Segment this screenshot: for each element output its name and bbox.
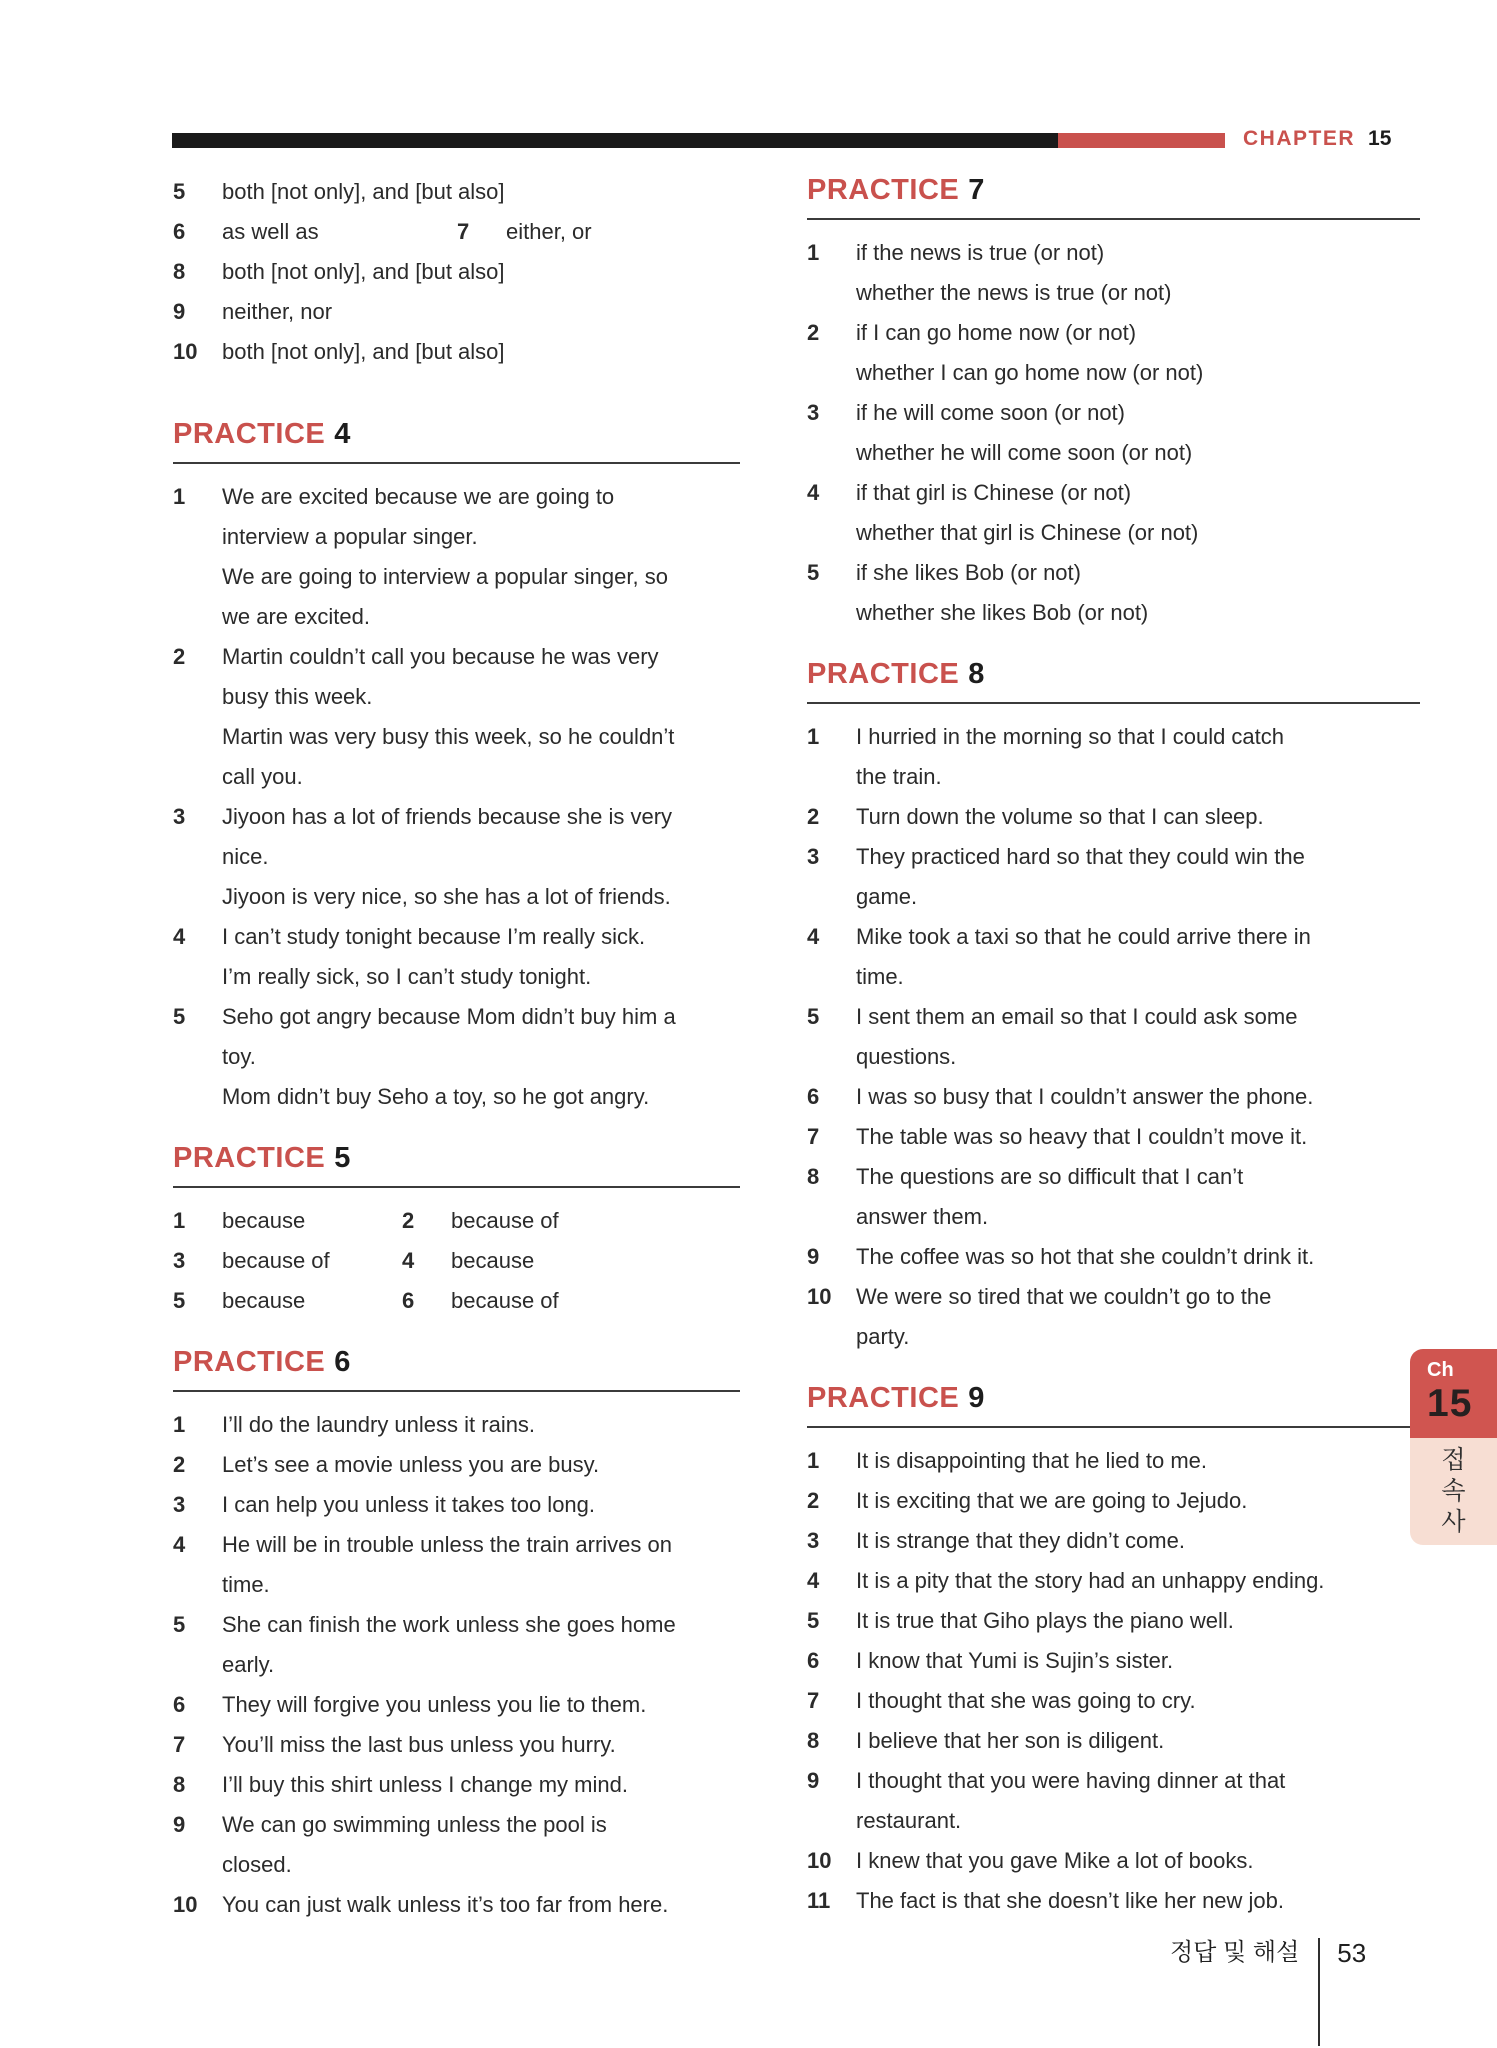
item-line: early. [222,1652,275,1677]
answers-continued-block [173,172,740,372]
item-lines [222,1405,740,1445]
item-number: 5 [173,1004,186,1029]
practice-title: PRACTICE [807,1382,960,1414]
answer-item [173,1765,740,1805]
item-line: You can just walk unless it’s too far from here. [222,1892,669,1917]
answer-item [807,393,1420,473]
answer-item [173,1885,740,1925]
item-line: party. [856,1324,910,1349]
item-number: 10 [173,1892,198,1917]
item-number: 3 [807,1528,820,1553]
item-number: 9 [807,1768,820,1793]
item-line: if that girl is Chinese (or not) [856,480,1132,505]
item-number: 2 [807,1488,820,1513]
answer-pair-item [173,332,505,372]
answer-item [807,553,1420,633]
item-lines [222,1685,740,1725]
item-line: You’ll miss the last bus unless you hurry. [222,1732,616,1757]
item-line: I’ll buy this shirt unless I change my mind. [222,1772,628,1797]
item-number: 3 [807,844,820,869]
item-number: 10 [807,1284,832,1309]
item-text: because [451,1248,535,1273]
item-number: 6 [807,1084,820,1109]
item-line: I’m really sick, so I can’t study tonight. [222,964,592,989]
item-lines [856,1881,1420,1921]
answer-item [807,1881,1420,1921]
item-lines [222,1485,740,1525]
item-lines [856,393,1420,473]
item-text: because of [451,1288,559,1313]
answer-pair-item [173,212,457,252]
practice-section [807,1382,1420,1921]
item-line: Jiyoon has a lot of friends because she is very [222,804,673,829]
header-rule-bar [172,133,1225,148]
practice-items [807,1428,1420,1921]
item-lines [856,1721,1420,1761]
item-line: interview a popular singer. [222,524,478,549]
item-number: 10 [173,339,198,364]
item-line: Jiyoon is very nice, so she has a lot of friends. [222,884,671,909]
item-line: restaurant. [856,1808,962,1833]
item-line: whether I can go home now (or not) [856,360,1204,385]
item-line: we are excited. [222,604,370,629]
item-lines [856,917,1420,997]
item-number: 7 [807,1124,820,1149]
item-number: 1 [173,484,186,509]
item-line: I’ll do the laundry unless it rains. [222,1412,536,1437]
item-lines [222,797,740,917]
item-line: It is exciting that we are going to Jejudo. [856,1488,1248,1513]
item-line: We are going to interview a popular singer, so [222,564,668,589]
item-text: because [222,1288,306,1313]
header-bar-black-segment [172,133,1058,148]
item-lines [222,477,740,637]
item-line: We are excited because we are going to [222,484,615,509]
item-line: questions. [856,1044,957,1069]
item-line: nice. [222,844,269,869]
item-number: 8 [173,1772,186,1797]
item-number: 3 [173,804,186,829]
item-line: I know that Yumi is Sujin’s sister. [856,1648,1174,1673]
item-line: whether the news is true (or not) [856,280,1172,305]
item-lines [222,1805,740,1885]
practice-title: PRACTICE [173,1142,326,1174]
item-line: whether that girl is Chinese (or not) [856,520,1199,545]
item-line: He will be in trouble unless the train arrives on [222,1532,673,1557]
item-line: I knew that you gave Mike a lot of books. [856,1848,1254,1873]
side-tab-title-char: 사 [1441,1508,1466,1536]
practice-section [807,658,1420,1357]
answer-item [173,1725,740,1765]
right-column [807,174,1420,1921]
item-line: Martin was very busy this week, so he couldn’t [222,724,675,749]
answer-pair-item [457,212,740,252]
item-number: 6 [807,1648,820,1673]
item-number: 8 [807,1728,820,1753]
item-lines [222,1525,740,1605]
header-bar-red-segment [1058,133,1225,148]
practice-section [173,1142,740,1321]
item-number: 4 [402,1248,415,1273]
practice-section [807,174,1420,633]
page-footer [1170,1938,1366,2046]
item-number: 1 [173,1412,186,1437]
item-number: 7 [173,1732,186,1757]
item-number: 7 [457,219,470,244]
item-lines [222,997,740,1117]
item-line: The table was so heavy that I couldn’t move it. [856,1124,1308,1149]
practice-pair-item-row [173,1241,740,1281]
item-line: The fact is that she doesn’t like her new job. [856,1888,1285,1913]
item-lines [222,1765,740,1805]
item-line: game. [856,884,918,909]
item-text: both [not only], and [but also] [222,259,505,284]
item-line: toy. [222,1044,256,1069]
answer-item [807,1681,1420,1721]
item-line: whether she likes Bob (or not) [856,600,1149,625]
item-lines [856,553,1420,633]
item-text: either, or [506,219,592,244]
item-number: 6 [173,1692,186,1717]
answer-item [807,1561,1420,1601]
answer-item [807,1481,1420,1521]
footer-divider-line [1318,1938,1320,2046]
practice-items [807,704,1420,1357]
item-number: 2 [807,320,820,345]
item-text: both [not only], and [but also] [222,339,505,364]
item-line: The questions are so difficult that I can’t [856,1164,1244,1189]
answer-item [807,717,1420,797]
answer-item [173,1805,740,1885]
item-number: 3 [173,1492,186,1517]
page-number: 53 [1337,1938,1367,1968]
item-line: Seho got angry because Mom didn’t buy him a [222,1004,676,1029]
item-line: I thought that you were having dinner at that [856,1768,1286,1793]
practice-items [173,464,740,1117]
item-line: The coffee was so hot that she couldn’t drink it. [856,1244,1315,1269]
practice-pair-item [173,1201,402,1241]
practice-title: PRACTICE [807,174,960,206]
item-line: We were so tired that we couldn’t go to the [856,1284,1272,1309]
practice-number: 4 [334,418,351,450]
item-number: 9 [173,299,186,324]
item-line: It is true that Giho plays the piano well. [856,1608,1234,1633]
practice-heading [173,1346,740,1392]
practice-items [173,1392,740,1925]
item-number: 9 [173,1812,186,1837]
item-number: 2 [173,1452,186,1477]
practice-heading [807,174,1420,220]
item-number: 5 [173,1612,186,1637]
practice-items [807,220,1420,633]
practice-section [173,418,740,1117]
item-number: 1 [173,1208,186,1233]
item-lines [222,1725,740,1765]
item-line: Let’s see a movie unless you are busy. [222,1452,600,1477]
answer-item [807,1521,1420,1561]
item-number: 11 [807,1888,831,1913]
answer-item [807,837,1420,917]
side-tab-title-char: 접 [1441,1446,1466,1474]
answer-item [807,1077,1420,1117]
practice-title: PRACTICE [173,1346,326,1378]
item-number: 4 [807,924,820,949]
item-line: They will forgive you unless you lie to them. [222,1692,647,1717]
chapter-side-tab [1410,1349,1497,1545]
item-line: if he will come soon (or not) [856,400,1125,425]
answer-item [807,1157,1420,1237]
item-number: 4 [807,480,820,505]
practice-heading [173,1142,740,1188]
answer-item [173,997,740,1117]
item-line: I can’t study tonight because I’m really sick. [222,924,646,949]
item-lines [856,1561,1420,1601]
item-number: 1 [807,1448,820,1473]
item-number: 2 [402,1208,415,1233]
item-lines [856,1481,1420,1521]
practice-items [173,1188,740,1321]
item-lines [856,1761,1420,1841]
item-number: 5 [807,560,820,585]
answer-item [807,1441,1420,1481]
practice-pair-item [402,1241,740,1281]
item-line: busy this week. [222,684,373,709]
side-tab-title-char: 속 [1441,1477,1466,1505]
item-lines [856,1237,1420,1277]
answer-pair-item [173,292,457,332]
practice-number: 9 [968,1382,985,1414]
answer-item [173,1405,740,1445]
item-line: It is a pity that the story had an unhappy ending. [856,1568,1325,1593]
answer-item [807,1641,1420,1681]
item-line: Mike took a taxi so that he could arrive there in [856,924,1311,949]
item-number: 3 [173,1248,186,1273]
practice-pair-item-row [173,1201,740,1241]
practice-heading [807,658,1420,704]
item-number: 5 [173,179,186,204]
item-line: if the news is true (or not) [856,240,1105,265]
item-line: I thought that she was going to cry. [856,1688,1196,1713]
practice-heading [807,1382,1420,1428]
item-line: the train. [856,764,942,789]
practice-section [173,1346,740,1925]
answer-item [807,1277,1420,1357]
answer-item [807,233,1420,313]
answer-item [807,313,1420,393]
item-lines [856,797,1420,837]
item-number: 6 [402,1288,415,1313]
item-lines [856,1117,1420,1157]
item-number: 4 [173,924,186,949]
item-text: neither, nor [222,299,333,324]
practice-number: 6 [334,1346,351,1378]
answer-pair-item-row [173,252,740,292]
side-tab-chapter-badge [1410,1349,1497,1438]
item-line: closed. [222,1852,292,1877]
item-line: I believe that her son is diligent. [856,1728,1165,1753]
item-text: as well as [222,219,319,244]
answer-item [807,997,1420,1077]
practice-number: 8 [968,658,985,690]
answer-pair-item-row [173,212,740,252]
answer-item [807,473,1420,553]
item-lines [856,1641,1420,1681]
answer-item [807,1841,1420,1881]
item-number: 1 [807,240,820,265]
answer-pair-item [173,172,505,212]
item-number: 5 [173,1288,186,1313]
answer-item [807,917,1420,997]
item-text: because of [451,1208,559,1233]
answer-item [807,1601,1420,1641]
side-tab-ch-label: Ch [1427,1359,1454,1381]
practice-title: PRACTICE [807,658,960,690]
item-lines [856,313,1420,393]
answer-pair-item [173,252,505,292]
item-line: Turn down the volume so that I can sleep. [856,804,1264,829]
item-number: 5 [807,1004,820,1029]
item-lines [222,917,740,997]
item-line: time. [222,1572,270,1597]
item-text: because [222,1208,306,1233]
answer-item [173,1685,740,1725]
item-lines [856,1681,1420,1721]
item-line: if she likes Bob (or not) [856,560,1081,585]
item-line: It is disappointing that he lied to me. [856,1448,1207,1473]
answer-item [807,1117,1420,1157]
side-tab-chapter-number: 15 [1427,1382,1473,1425]
item-lines [856,1077,1420,1117]
item-lines [856,1157,1420,1237]
answer-pair-item-row [173,332,740,372]
item-lines [856,1841,1420,1881]
answer-item [173,1485,740,1525]
item-lines [856,1441,1420,1481]
item-text: both [not only], and [but also] [222,179,505,204]
item-lines [222,1605,740,1685]
item-line: time. [856,964,904,989]
item-lines [856,233,1420,313]
item-line: I hurried in the morning so that I could catch [856,724,1285,749]
item-lines [856,997,1420,1077]
answer-item [173,637,740,797]
answer-item [173,1445,740,1485]
chapter-label: CHAPTER [1243,127,1356,150]
item-lines [856,1521,1420,1561]
answer-item [807,797,1420,837]
item-line: She can finish the work unless she goes home [222,1612,676,1637]
item-line: I can help you unless it takes too long. [222,1492,596,1517]
item-line: They practiced hard so that they could win the [856,844,1305,869]
answer-item [807,1761,1420,1841]
item-number: 1 [807,724,820,749]
practice-heading [173,418,740,464]
item-lines [856,837,1420,917]
item-line: if I can go home now (or not) [856,320,1137,345]
item-lines [222,1445,740,1485]
answer-item [173,1605,740,1685]
item-number: 3 [807,400,820,425]
item-line: Martin couldn’t call you because he was very [222,644,659,669]
item-line: I sent them an email so that I could ask some [856,1004,1298,1029]
item-line: answer them. [856,1204,989,1229]
practice-title: PRACTICE [173,418,326,450]
practice-pair-item [173,1241,402,1281]
left-column [173,172,740,1925]
item-number: 8 [173,259,186,284]
practice-pair-item [402,1281,740,1321]
item-number: 10 [807,1848,832,1873]
answer-item [173,797,740,917]
practice-number: 7 [968,174,985,206]
item-number: 7 [807,1688,820,1713]
item-lines [222,637,740,797]
item-lines [222,1885,740,1925]
item-text: because of [222,1248,330,1273]
answer-item [173,1525,740,1605]
item-number: 4 [807,1568,820,1593]
item-number: 9 [807,1244,820,1269]
item-lines [856,717,1420,797]
side-tab-chapter-title [1410,1438,1497,1545]
practice-pair-item [402,1201,740,1241]
item-line: I was so busy that I couldn’t answer the phone. [856,1084,1314,1109]
practice-pair-item-row [173,1281,740,1321]
item-line: Mom didn’t buy Seho a toy, so he got angry. [222,1084,650,1109]
chapter-header [1243,127,1391,151]
item-number: 2 [807,804,820,829]
item-line: whether he will come soon (or not) [856,440,1193,465]
item-number: 2 [173,644,186,669]
item-number: 6 [173,219,186,244]
answer-pair-item-row [173,172,740,212]
answer-pair-item-row [173,292,740,332]
item-lines [856,473,1420,553]
item-lines [856,1601,1420,1641]
answer-item [173,477,740,637]
practice-pair-item [173,1281,402,1321]
item-line: call you. [222,764,303,789]
footer-label: 정답 및 해설 [1170,1939,1300,1966]
item-number: 8 [807,1164,820,1189]
practice-number: 5 [334,1142,351,1174]
item-number: 4 [173,1532,186,1557]
answer-item [807,1721,1420,1761]
answer-item [173,917,740,997]
item-line: It is strange that they didn’t come. [856,1528,1185,1553]
answer-item [807,1237,1420,1277]
item-line: We can go swimming unless the pool is [222,1812,607,1837]
chapter-number: 15 [1368,127,1392,150]
item-number: 5 [807,1608,820,1633]
item-lines [856,1277,1420,1357]
